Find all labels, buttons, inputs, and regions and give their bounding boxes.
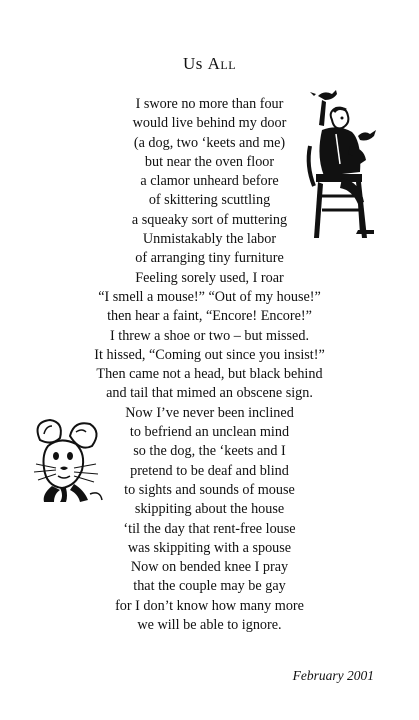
poem-line: of skittering scuttling — [148, 192, 271, 209]
poem-line: but near the oven floor — [144, 153, 275, 170]
poem-line: to sights and sounds of mouse — [124, 481, 295, 498]
poem-line: skippiting about the house — [134, 501, 285, 518]
poem-line: Then came not a head, but black behind — [96, 366, 323, 383]
poem-line: to befriend an unclean mind — [129, 424, 290, 441]
title-word-1: Us — [182, 54, 203, 73]
poem-line: a clamor unheard before — [140, 173, 279, 190]
poem-body — [0, 95, 419, 635]
poem-line: Now I’ve never been inclined — [125, 404, 294, 421]
poem-line: It hissed, “Coming out since you insist!” — [94, 346, 325, 363]
poem-line: Now on bended knee I pray — [130, 559, 289, 576]
poem-line: and tail that mimed an obscene sign. — [106, 385, 313, 402]
poem-line: (a dog, two ‘keets and me) — [133, 134, 286, 151]
title-word-2: All — [207, 54, 237, 73]
mouse-head-illustration — [30, 418, 106, 504]
poem-line: pretend to be deaf and blind — [130, 462, 289, 479]
poem-line: then hear a faint, “Encore! Encore!” — [107, 308, 312, 325]
poem-line: Unmistakably the labor — [142, 231, 277, 248]
poem-line: I swore no more than four — [135, 96, 284, 112]
poem-line: would live behind my door — [132, 115, 287, 132]
poem-line: for I don’t know how many more — [115, 597, 304, 614]
poem-line: “I smell a mouse!” “Out of my house!” — [98, 288, 321, 305]
poem-line: of arranging tiny furniture — [135, 250, 284, 267]
poem-line: we will be able to ignore. — [137, 617, 282, 634]
poem-date: February 2001 — [292, 668, 374, 683]
poem-line: Feeling sorely used, I roar — [135, 269, 284, 286]
poem-line: was skippiting with a spouse — [127, 539, 292, 556]
poem-line: that the couple may be gay — [133, 578, 286, 595]
poem-line: I threw a shoe or two – but missed. — [110, 327, 309, 344]
poem-line: a squeaky sort of muttering — [131, 211, 288, 228]
poem-line: so the dog, the ‘keets and I — [133, 443, 286, 460]
poem-line: ‘til the day that rent-free louse — [123, 520, 296, 537]
poem-title — [0, 54, 419, 74]
